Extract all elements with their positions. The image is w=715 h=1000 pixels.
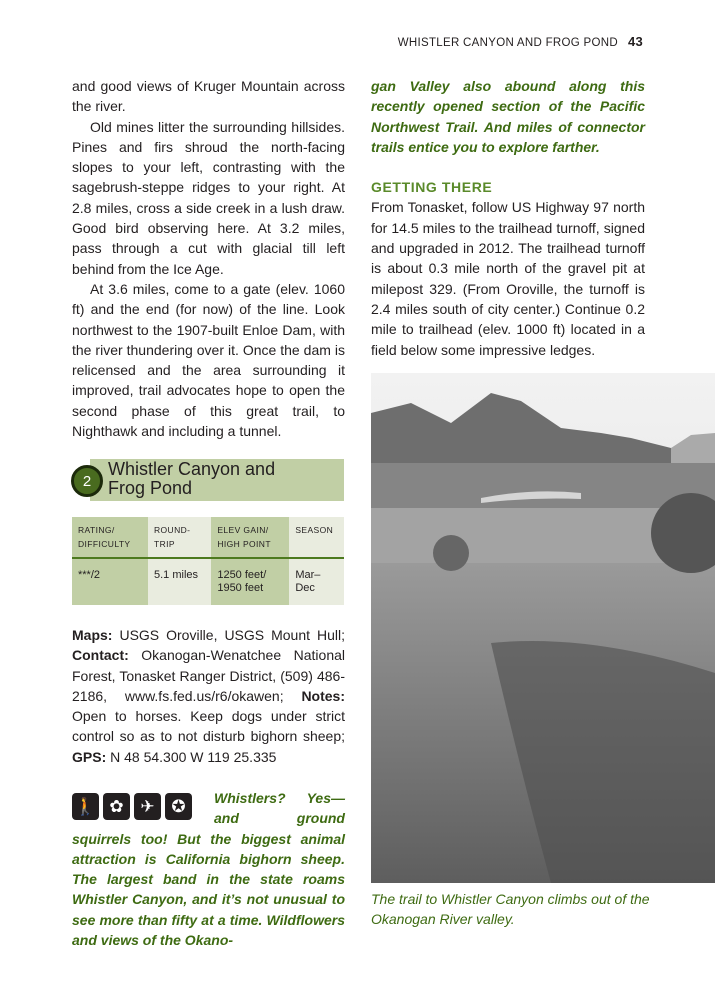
stat-header: ROUND-TRIP [148, 517, 211, 558]
trail-photo [371, 373, 715, 883]
stat-value: Mar–Dec [289, 558, 344, 605]
paragraph: At 3.6 miles, come to a gate (elev. 1060 ft) and the end (for now) of the line. Look northwest to the 1907-built Enloe Dam, with the river thundering over it. Once the dam is relicensed and the area surrounding it improved, trail advocates hope to open the second phase of this great trail, to Nighthawk and including a tunnel. [72, 280, 345, 440]
photo-caption: The trail to Whistler Canyon climbs out of the Okanogan River valley. [371, 891, 650, 928]
page-number: 43 [627, 34, 643, 49]
hike-info [72, 625, 345, 767]
stat-value: 1250 feet/ 1950 feet [211, 558, 289, 605]
running-title: WHISTLER CANYON AND FROG POND [397, 37, 618, 49]
maps-label: Maps: [72, 627, 113, 643]
stat-value: 5.1 miles [148, 558, 211, 605]
notes-label: Notes: [301, 687, 345, 704]
star-icon: ✪ [165, 793, 192, 820]
gps-label: GPS: [72, 748, 107, 765]
right-column [371, 76, 645, 360]
contact-label: Contact: [72, 647, 129, 664]
stat-header: SEASON [289, 517, 344, 558]
left-column [72, 76, 345, 441]
paragraph: Old mines litter the surrounding hillsides. Pines and firs shroud the north-facing slopes to your left, contrasting with the sagebrush-steppe ridges to your right. At 2.8 miles, cross a side creek in a lush draw. Good bird observing here. At 3.2 miles, pass through a cut with glacial till left behind from the Ice Age. [72, 118, 345, 277]
stat-value: ***/2 [72, 558, 148, 605]
paragraph: and good views of Kruger Mountain across the river. [72, 78, 345, 115]
stat-header: ELEV GAIN/ HIGH POINT [211, 517, 289, 558]
running-head [398, 34, 643, 49]
wildflower-icon: ✿ [103, 793, 130, 820]
highlight-continued: gan Valley also abound along this recently opened section of the Pacific Northwest Trail. And miles of connector trails entice you to explore farther. [371, 78, 645, 155]
hike-title: Whistler Canyon and Frog Pond [108, 459, 276, 498]
highlight-text: Whistlers? Yes—and ground squirrels too! But the biggest animal attraction is California bighorn sheep. The largest band in the state roams Whistler Canyon, and it’s not unusual to see more than fifty at a time. Wildflowers and views of the Okano- [72, 790, 345, 949]
contact-value: Okanogan-Wenatchee National Forest, Tonasket Ranger District, (509) 486-2186, www.fs.fed.us/r6/okawen; [72, 647, 346, 704]
gps-value: N 48 54.300 W 119 25.335 [110, 748, 277, 765]
directions: From Tonasket, follow US Highway 97 north for 14.5 miles to the trailhead turnoff, signed and upgraded in 2012. The trailhead turnoff is about 0.3 mile north of the gravel pit at milepost 329. (From Oroville, the turnoff is 2.4 miles south of city center.) Continue 0.2 mile to trailhead (elev. 1000 ft) located in a field below some impressive ledges. [371, 199, 645, 358]
section-heading: GETTING THERE [371, 179, 493, 196]
hike-stats-table [72, 517, 344, 605]
stat-header: RATING/ DIFFICULTY [72, 517, 148, 558]
notes-value: Open to horses. Keep dogs under strict control so as to not disturb bighorn sheep; [72, 708, 345, 745]
family-hiker-icon: 🚶 [72, 793, 99, 820]
hike-icons [72, 793, 192, 820]
hike-number-badge: 2 [71, 465, 103, 497]
bird-icon: ✈ [134, 793, 161, 820]
maps-value: USGS Oroville, USGS Mount Hull; [119, 627, 346, 643]
